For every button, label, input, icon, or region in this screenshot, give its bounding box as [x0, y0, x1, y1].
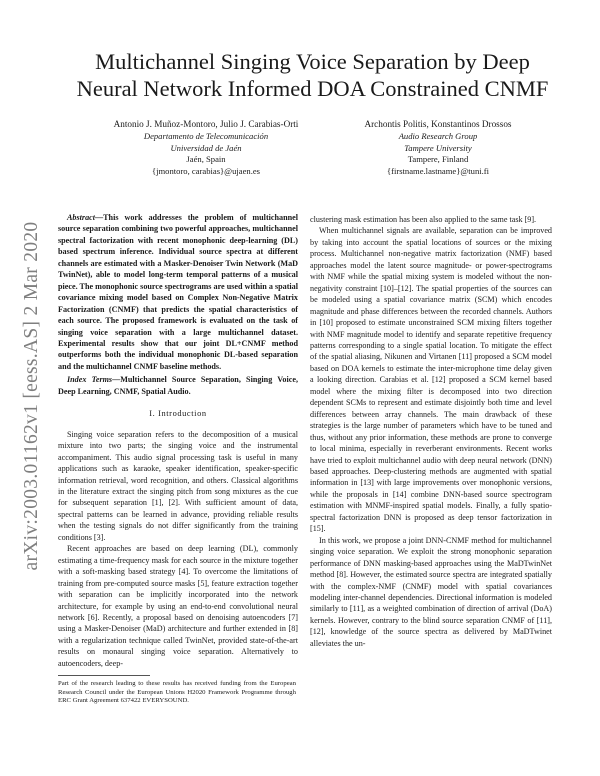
author-block-1 — [90, 118, 322, 177]
author-institution-1: Universidad de Jaén — [170, 142, 242, 153]
right-paragraph-3: In this work, we propose a joint DNN-CNMF method for multichannel singing voice separation. We exploit the strong monophonic separation performance of DNN masking-based approaches using the MaDTwinNet method [8]. However, the estimated source spectra are integrated spatially with the complex-NMF (CNMF) model with spatial covariances modeling inter-channel dependencies. Directional information is modeled similarly to [11], as a weighted combination of direction of arrival (DoA) kernels. However, contrary to the blind source separation CNMF of [11], [12], knowledge of the source spectra as delivered by MaDTwinet alleviates the un- — [310, 535, 552, 648]
section-heading: I. Introduction — [149, 409, 207, 419]
left-paragraph-1: Singing voice separation refers to the decomposition of a musical mixture into two parts; the singing voice and the instrumental accompaniment. This audio signal processing task is useful in many applications such as karaoke, speaker identification, speaker-specific information retrieval, word recognition, and others. Classical algorithms in the literature extract the singing pitch from song mixtures as the cue for subsequent separation [1], [2]. With sufficient amount of data, spectral patterns can be learned in advance, providing reliable results when the testing signals do not differ significantly from the training conditions [3]. — [58, 429, 298, 542]
author-institution-2: Tampere University — [404, 142, 472, 153]
paper-title — [50, 48, 575, 102]
abstract-lead: Abstract — [67, 213, 95, 222]
footnote-rule — [58, 675, 150, 676]
author-names-1: Antonio J. Muñoz-Montoro, Julio J. Carabias-Orti — [113, 119, 299, 129]
author-block-2 — [328, 118, 548, 177]
index-terms-text: —Multichannel Source Separation, Singing Voice, Deep Learning, CNMF, Spatial Audio. — [58, 375, 298, 396]
author-email-1: {jmontoro, carabias}@ujaen.es — [151, 165, 261, 176]
author-email-2: {firstname.lastname}@tuni.fi — [386, 165, 490, 176]
footnote: Part of the research leading to these results has received funding from the European Research Council under the European Unions H2020 Framework Programme through ERC Grant Agreement 637422 EVERYSOUND. — [58, 680, 296, 705]
author-location-1: Jaén, Spain — [186, 154, 226, 165]
title-line-1: Multichannel Singing Voice Separation by Deep — [95, 49, 530, 74]
right-column — [310, 214, 552, 649]
title-line-2: Neural Network Informed DOA Constrained CNMF — [76, 76, 549, 101]
left-column — [58, 212, 298, 669]
abstract-text: —This work addresses the problem of multichannel source separation combining two powerful approaches, multichannel spectral factorization with recent monophonic deep-learning (DL) based spectrum inference. Individual source spectra at different channels are estimated with a Masker-Denoiser Twin Network (MaD TwinNet), able to model long-term temporal patterns of a musical piece. The monophonic source spectrograms are used within a spatial covariance mixing model based on Complex Non-Negative Matrix Factorization (CNMF) that predicts the spatial characteristics of each source. The proposed framework is evaluated on the task of singing voice separation with a large multichannel dataset. Experimental results show that our joint DL+CNMF method outperforms both the individual monophonic DL-based separation and the multichannel CNMF baseline methods. — [58, 213, 298, 371]
right-paragraph-2: When multichannel signals are available, separation can be improved by taking into account the spatial locations of sources or the mixing process. Multichannel non-negative matrix factorization (NMF) based approaches model the latent source magnitude- or power-spectrograms with NMF while the spatial mixing system is modeled without the non-negativity constraint [10]–[12]. The spatial properties of the sources can be modeled using a spatial covariance matrix (SCM) which encodes magnitude and phase differences between the recorded channels. Authors in [10] proposed to estimate unconstrained SCM mixing filters together with NMF magnitude model to identify and separate repetitive frequency patterns corresponding to a single spatial location. To mitigate the effect of the spatial aliasing, Nikunen and Virtanen [11] proposed a SCM model based on DOA kernels to estimate the inter-microphone time delay given a looking direction. Carabias et al. [12] proposed a SCM kernel based model where the mixing filter is decomposed into two direction dependent SCMs to represent and estimate disjointly both time and level differences between array channels. The main drawback of these strategies is the large number of parameters which have to be tuned and thus, without any prior information, these methods are prone to converge to local minima, especially in reverberant environments. Recent works have tried to exploit multichannel audio with deep neural network (DNN) based approaches. Deep-clustering methods are augmented with spatial information in [13] with large improvements over monophonic versions, while the proposals in [14] combine DNN-based source spectrogram estimation with MNMF-inspired spatial models. Finally, a fully spatio-spectral factorization DNN is proposed as deep tensor factorization in [15]. — [310, 226, 552, 534]
arxiv-sidebar-stamp — [12, 176, 52, 616]
index-terms-lead: Index Terms — [67, 375, 113, 385]
arxiv-identifier: arXiv:2003.01162v1 [eess.AS] 2 Mar 2020 — [21, 221, 42, 571]
author-department-2: Audio Research Group — [398, 131, 478, 141]
right-paragraph-1: clustering mask estimation has been also applied to the same task [9]. — [310, 215, 537, 224]
abstract — [58, 212, 298, 372]
author-names-2: Archontis Politis, Konstantinos Drossos — [364, 119, 512, 129]
left-paragraph-2: Recent approaches are based on deep learning (DL), commonly estimating a time-frequency mask for each source in the mixture together with a soft-masking based strategy [4]. To overcome the limitations of training from pre-computed source masks [5], feature extraction together with separation can be implicitly incorporated into the network architecture, for example by using an end-to-end convolutional neural network [6]. Recently, a proposal based on denoising autoencoders [7] using a Masker-Denoiser (MaD) architecture and further extended in [8] with a regularization technique called TwinNet, provided state-of-the-art results on monaural singing voice separation. Alternatively to autoencoders, deep- — [58, 544, 298, 668]
index-terms — [58, 374, 298, 397]
author-department-1: Departamento de Telecomunicación — [143, 131, 269, 141]
author-location-2: Tampere, Finland — [407, 154, 469, 165]
